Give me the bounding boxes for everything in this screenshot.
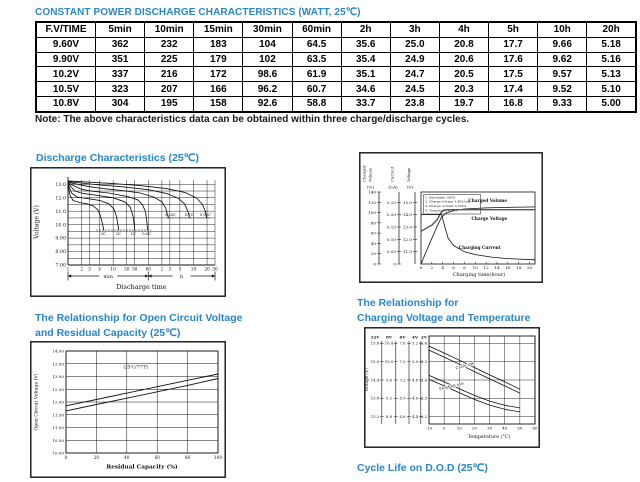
svg-text:18: 18 (516, 265, 522, 270)
table-header-cell: 3h (390, 22, 439, 37)
table-cell: 9.90V (36, 52, 96, 67)
svg-text:2C: 2C (115, 231, 121, 236)
svg-text:Charging time(hour): Charging time(hour) (452, 271, 506, 278)
table-cell: 5.00 (587, 96, 636, 111)
table-cell: 337 (96, 67, 145, 82)
svg-text:16: 16 (505, 265, 511, 270)
table-cell: 64.5 (292, 37, 341, 52)
svg-text:2. Charge voltage 2.40V/cell: 2. Charge voltage 2.40V/cell (425, 199, 471, 204)
svg-text:15.0: 15.0 (370, 359, 380, 365)
table-note: Note: The above characteristics data can be obtained within three charge/discharge cycles. (35, 114, 470, 125)
svg-text:10: 10 (190, 267, 197, 273)
svg-text:60: 60 (145, 267, 152, 273)
svg-text:10: 10 (110, 267, 116, 273)
svg-text:0.25: 0.25 (386, 199, 396, 205)
svg-text:13.8: 13.8 (370, 395, 380, 401)
table-cell: 9.57 (538, 67, 587, 82)
table-cell: 166 (194, 82, 243, 97)
svg-text:9.2: 9.2 (385, 395, 393, 401)
svg-text:4V: 4V (411, 334, 419, 340)
temperature-chart-svg (364, 327, 540, 448)
chart-ocv (30, 341, 226, 478)
discharge-table (35, 21, 637, 113)
svg-text:20: 20 (204, 267, 210, 273)
svg-text:7.5: 7.5 (399, 359, 406, 365)
svg-text:1C: 1C (130, 231, 136, 236)
svg-text:6.6: 6.6 (399, 414, 406, 420)
svg-text:15.6: 15.6 (370, 340, 380, 346)
page-title: CONSTANT POWER DISCHARGE CHARACTERISTICS (WATT, 25℃) (35, 7, 361, 18)
svg-text:2.3: 2.3 (420, 395, 428, 401)
svg-text:Voltage (V): Voltage (V) (364, 368, 369, 392)
svg-text:30: 30 (487, 425, 493, 431)
svg-text:Voltage (V): Voltage (V) (33, 205, 41, 239)
ocv-chart-svg (30, 341, 226, 478)
table-cell: 5.18 (587, 37, 636, 52)
chart-discharge (30, 167, 226, 297)
table-cell: 102 (243, 52, 292, 67)
svg-text:40: 40 (124, 455, 130, 460)
table-cell: 207 (145, 82, 194, 97)
svg-text:20: 20 (471, 425, 477, 431)
svg-text:1. Discharge 100%: 1. Discharge 100% (425, 195, 456, 200)
table-cell: 216 (145, 67, 194, 82)
table-cell: 9.33 (538, 96, 587, 111)
svg-text:Charged Volume: Charged Volume (468, 197, 508, 203)
table-header-cell: 5h (489, 22, 538, 37)
table-cell: 92.6 (243, 96, 292, 111)
svg-text:60: 60 (370, 230, 376, 236)
svg-text:100: 100 (368, 210, 376, 216)
svg-text:Volume: Volume (367, 167, 373, 182)
svg-text:140: 140 (368, 189, 376, 195)
table-cell: 195 (145, 96, 194, 111)
svg-text:6.9: 6.9 (399, 395, 406, 401)
svg-text:4. Temperature 25℃: 4. Temperature 25℃ (425, 208, 459, 213)
svg-text:8.8: 8.8 (385, 414, 393, 420)
svg-text:0.05C: 0.05C (199, 213, 211, 218)
svg-text:Current: Current (389, 166, 395, 182)
svg-text:(V): (V) (406, 184, 414, 190)
table-cell: 24.9 (390, 52, 439, 67)
svg-text:0: 0 (393, 261, 396, 267)
table-cell: 9.66 (538, 37, 587, 52)
table-header-cell: 20h (587, 22, 636, 37)
table-header-cell: 10h (538, 22, 587, 37)
svg-text:0: 0 (442, 425, 446, 431)
svg-text:3: 3 (88, 267, 91, 273)
table-header-cell: 15min (194, 22, 243, 37)
svg-text:14.0: 14.0 (402, 212, 412, 218)
svg-text:Residual Capacity (%): Residual Capacity (%) (106, 464, 178, 471)
table-cell: 10.8V (36, 96, 96, 111)
svg-text:2V: 2V (420, 334, 428, 340)
table-row (36, 96, 636, 111)
svg-text:Discharge time: Discharge time (116, 283, 167, 291)
table-cell: 17.6 (489, 52, 538, 67)
svg-text:10.0: 10.0 (384, 359, 394, 365)
table-cell: 61.9 (292, 67, 341, 82)
table-cell: 9.62 (538, 52, 587, 67)
svg-text:20: 20 (370, 251, 376, 257)
svg-text:2: 2 (160, 267, 164, 273)
table-cell: 183 (194, 37, 243, 52)
svg-text:6: 6 (452, 265, 455, 270)
svg-text:min: min (103, 273, 113, 280)
svg-text:2: 2 (80, 267, 83, 273)
svg-text:50: 50 (517, 425, 523, 431)
svg-text:8V: 8V (385, 334, 393, 340)
svg-text:2.5: 2.5 (420, 359, 428, 365)
svg-text:3C: 3C (100, 231, 106, 236)
table-cell: 19.7 (439, 96, 488, 111)
svg-text:(CA): (CA) (388, 184, 398, 190)
table-cell: 24.5 (390, 82, 439, 97)
svg-text:12.0: 12.0 (402, 236, 412, 242)
svg-text:12.0: 12.0 (55, 196, 66, 202)
table-cell: 172 (194, 67, 243, 82)
heading-ocv (35, 311, 243, 340)
svg-text:20: 20 (124, 267, 130, 273)
table-cell: 17.4 (489, 82, 538, 97)
svg-text:40: 40 (370, 240, 376, 246)
svg-text:40: 40 (502, 425, 508, 431)
table-cell: 5.10 (587, 82, 636, 97)
svg-text:0.25C: 0.25C (164, 213, 176, 218)
heading-charging-voltage (357, 296, 530, 325)
svg-text:0.05: 0.05 (386, 249, 396, 255)
table-header-cell: 5min (96, 22, 145, 37)
svg-text:1: 1 (66, 267, 70, 273)
svg-text:0: 0 (419, 265, 423, 270)
table-cell: 33.7 (341, 96, 390, 111)
svg-text:2.4: 2.4 (420, 377, 428, 383)
table-cell: 16.8 (489, 96, 538, 111)
svg-text:12.50: 12.50 (52, 386, 64, 392)
table-cell: 9.52 (538, 82, 587, 97)
svg-text:7.2: 7.2 (399, 377, 406, 383)
svg-text:0.6C: 0.6C (142, 231, 151, 236)
heading-cycle-life: Cycle Life on D.O.D (25℃) (357, 462, 488, 474)
svg-text:12: 12 (483, 265, 489, 270)
table-cell: 9.60V (36, 37, 96, 52)
svg-text:14: 14 (494, 265, 500, 270)
svg-text:Floating use: Floating use (438, 380, 465, 392)
svg-text:9.6: 9.6 (385, 377, 393, 383)
table-cell: 35.6 (341, 37, 390, 52)
table-cell: 362 (96, 37, 145, 52)
svg-text:30: 30 (212, 267, 218, 273)
svg-text:0: 0 (64, 455, 68, 460)
svg-text:13.0: 13.0 (402, 224, 412, 230)
table-cell: 225 (145, 52, 194, 67)
svg-text:6V: 6V (399, 334, 406, 340)
table-wrap (35, 21, 637, 113)
charge-chart-svg (359, 152, 543, 283)
table-row (36, 67, 636, 82)
table-cell: 20.3 (439, 82, 488, 97)
chart-temperature (364, 327, 540, 448)
svg-text:60: 60 (154, 455, 160, 460)
svg-text:10.4: 10.4 (384, 340, 394, 346)
table-cell: 351 (96, 52, 145, 67)
svg-text:7.8: 7.8 (399, 340, 406, 346)
heading-ocv-line2: and Residual Capacity (25℃) (35, 326, 181, 339)
svg-text:Cycle use: Cycle use (454, 360, 475, 371)
svg-text:9.00: 9.00 (55, 236, 66, 242)
svg-text:12.00: 12.00 (52, 399, 64, 405)
table-header-cell: 30min (243, 22, 292, 37)
table-cell: 23.8 (390, 96, 439, 111)
svg-text:80: 80 (370, 220, 376, 226)
svg-text:13.50: 13.50 (52, 361, 64, 367)
svg-text:12V: 12V (370, 334, 380, 340)
svg-text:Charge Voltage: Charge Voltage (471, 215, 508, 221)
table-cell: 25.0 (390, 37, 439, 52)
table-cell: 17.5 (489, 67, 538, 82)
table-header-cell: 10min (145, 22, 194, 37)
svg-text:0.15: 0.15 (386, 224, 396, 230)
svg-text:Temperature (°C): Temperature (°C) (467, 435, 511, 440)
svg-text:0: 0 (373, 261, 376, 267)
table-cell: 35.1 (341, 67, 390, 82)
table-cell: 24.7 (390, 67, 439, 82)
svg-text:30: 30 (131, 267, 138, 273)
svg-text:Charged: Charged (361, 165, 367, 182)
svg-text:0.1C: 0.1C (184, 213, 194, 218)
svg-text:120: 120 (368, 199, 376, 205)
svg-text:14.00: 14.00 (52, 348, 64, 354)
svg-text:2.6: 2.6 (420, 340, 428, 346)
svg-text:10: 10 (472, 265, 478, 270)
table-cell: 60.7 (292, 82, 341, 97)
table-cell: 5.16 (587, 52, 636, 67)
svg-text:Open Circuit Voltage (V): Open Circuit Voltage (V) (34, 373, 40, 431)
svg-text:8.00: 8.00 (55, 250, 66, 256)
table-cell: 179 (194, 52, 243, 67)
svg-text:10: 10 (456, 425, 462, 431)
table-cell: 232 (145, 37, 194, 52)
svg-text:4.6: 4.6 (411, 395, 419, 401)
table-cell: 20.5 (439, 67, 488, 82)
table-cell: 158 (194, 96, 243, 111)
svg-text:5.0: 5.0 (411, 359, 419, 365)
svg-text:15.0: 15.0 (402, 199, 412, 205)
svg-text:11.0: 11.0 (55, 209, 66, 215)
svg-text:11.00: 11.00 (52, 425, 64, 430)
svg-text:4.4: 4.4 (411, 414, 419, 420)
svg-text:5: 5 (178, 267, 182, 273)
svg-text:(%): (%) (366, 184, 375, 190)
svg-text:4.8: 4.8 (411, 377, 419, 383)
svg-text:3: 3 (168, 267, 172, 273)
svg-text:0.20: 0.20 (386, 212, 396, 218)
table-cell: 63.5 (292, 52, 341, 67)
svg-text:Charging Current: Charging Current (458, 245, 501, 251)
table-cell: 10.2V (36, 67, 96, 82)
svg-text:10.00: 10.00 (52, 450, 64, 456)
svg-text:13.2: 13.2 (370, 414, 380, 420)
chart-charge (359, 152, 543, 283)
table-header-cell: 60min (292, 22, 341, 37)
table-cell: 104 (243, 37, 292, 52)
svg-text:10.0: 10.0 (55, 223, 66, 229)
svg-text:13.00: 13.00 (52, 374, 64, 379)
heading-discharge-characteristics: Discharge Characteristics (25℃) (36, 152, 199, 164)
table-header-cell: 2h (341, 22, 390, 37)
table-cell: 35.4 (341, 52, 390, 67)
table-cell: 5.13 (587, 67, 636, 82)
table-row (36, 52, 636, 67)
svg-text:Voltage: Voltage (406, 167, 411, 182)
heading-charging-line2: Charging Voltage and Temperature (357, 311, 531, 324)
table-row (36, 82, 636, 97)
svg-text:4: 4 (441, 265, 445, 270)
table-cell: 10.5V (36, 82, 96, 97)
svg-text:13.0: 13.0 (55, 182, 66, 188)
svg-text:20: 20 (93, 455, 100, 460)
svg-text:3. Charge current 0.20CA: 3. Charge current 0.20CA (425, 204, 467, 209)
svg-text:7.00: 7.00 (55, 263, 66, 269)
svg-text:11.0: 11.0 (402, 249, 412, 255)
svg-text:5.2: 5.2 (411, 340, 419, 346)
svg-text:5: 5 (98, 267, 101, 273)
table-cell: 98.6 (243, 67, 292, 82)
svg-text:2.2: 2.2 (420, 414, 428, 420)
table-header-cell: F.V/TIME (36, 22, 96, 37)
svg-text:2: 2 (430, 265, 434, 270)
table-cell: 20.8 (439, 37, 488, 52)
svg-text:100: 100 (214, 455, 222, 460)
table-cell: 96.2 (243, 82, 292, 97)
svg-text:-10: -10 (425, 425, 433, 431)
svg-text:14.4: 14.4 (370, 377, 380, 383)
table-cell: 323 (96, 82, 145, 97)
svg-text:10.50: 10.50 (52, 437, 64, 443)
svg-text:11.50: 11.50 (52, 412, 64, 418)
discharge-chart-svg (30, 167, 226, 297)
svg-text:20: 20 (526, 265, 533, 270)
table-cell: 20.6 (439, 52, 488, 67)
svg-text:h: h (180, 273, 184, 280)
table-cell: 58.8 (292, 96, 341, 111)
svg-text:80: 80 (184, 455, 191, 460)
heading-charging-line1: The Relationship for (357, 297, 459, 309)
svg-text:(25℃/77°F): (25℃/77°F) (123, 364, 149, 370)
table-cell: 17.7 (489, 37, 538, 52)
svg-text:60: 60 (532, 425, 538, 431)
table-row (36, 37, 636, 52)
table-cell: 34.6 (341, 82, 390, 97)
svg-text:8: 8 (463, 265, 466, 270)
svg-text:0.10: 0.10 (386, 236, 396, 242)
heading-ocv-line1: The Relationship for Open Circuit Voltage (35, 312, 243, 324)
table-cell: 304 (96, 96, 145, 111)
table-header-cell: 4h (439, 22, 488, 37)
